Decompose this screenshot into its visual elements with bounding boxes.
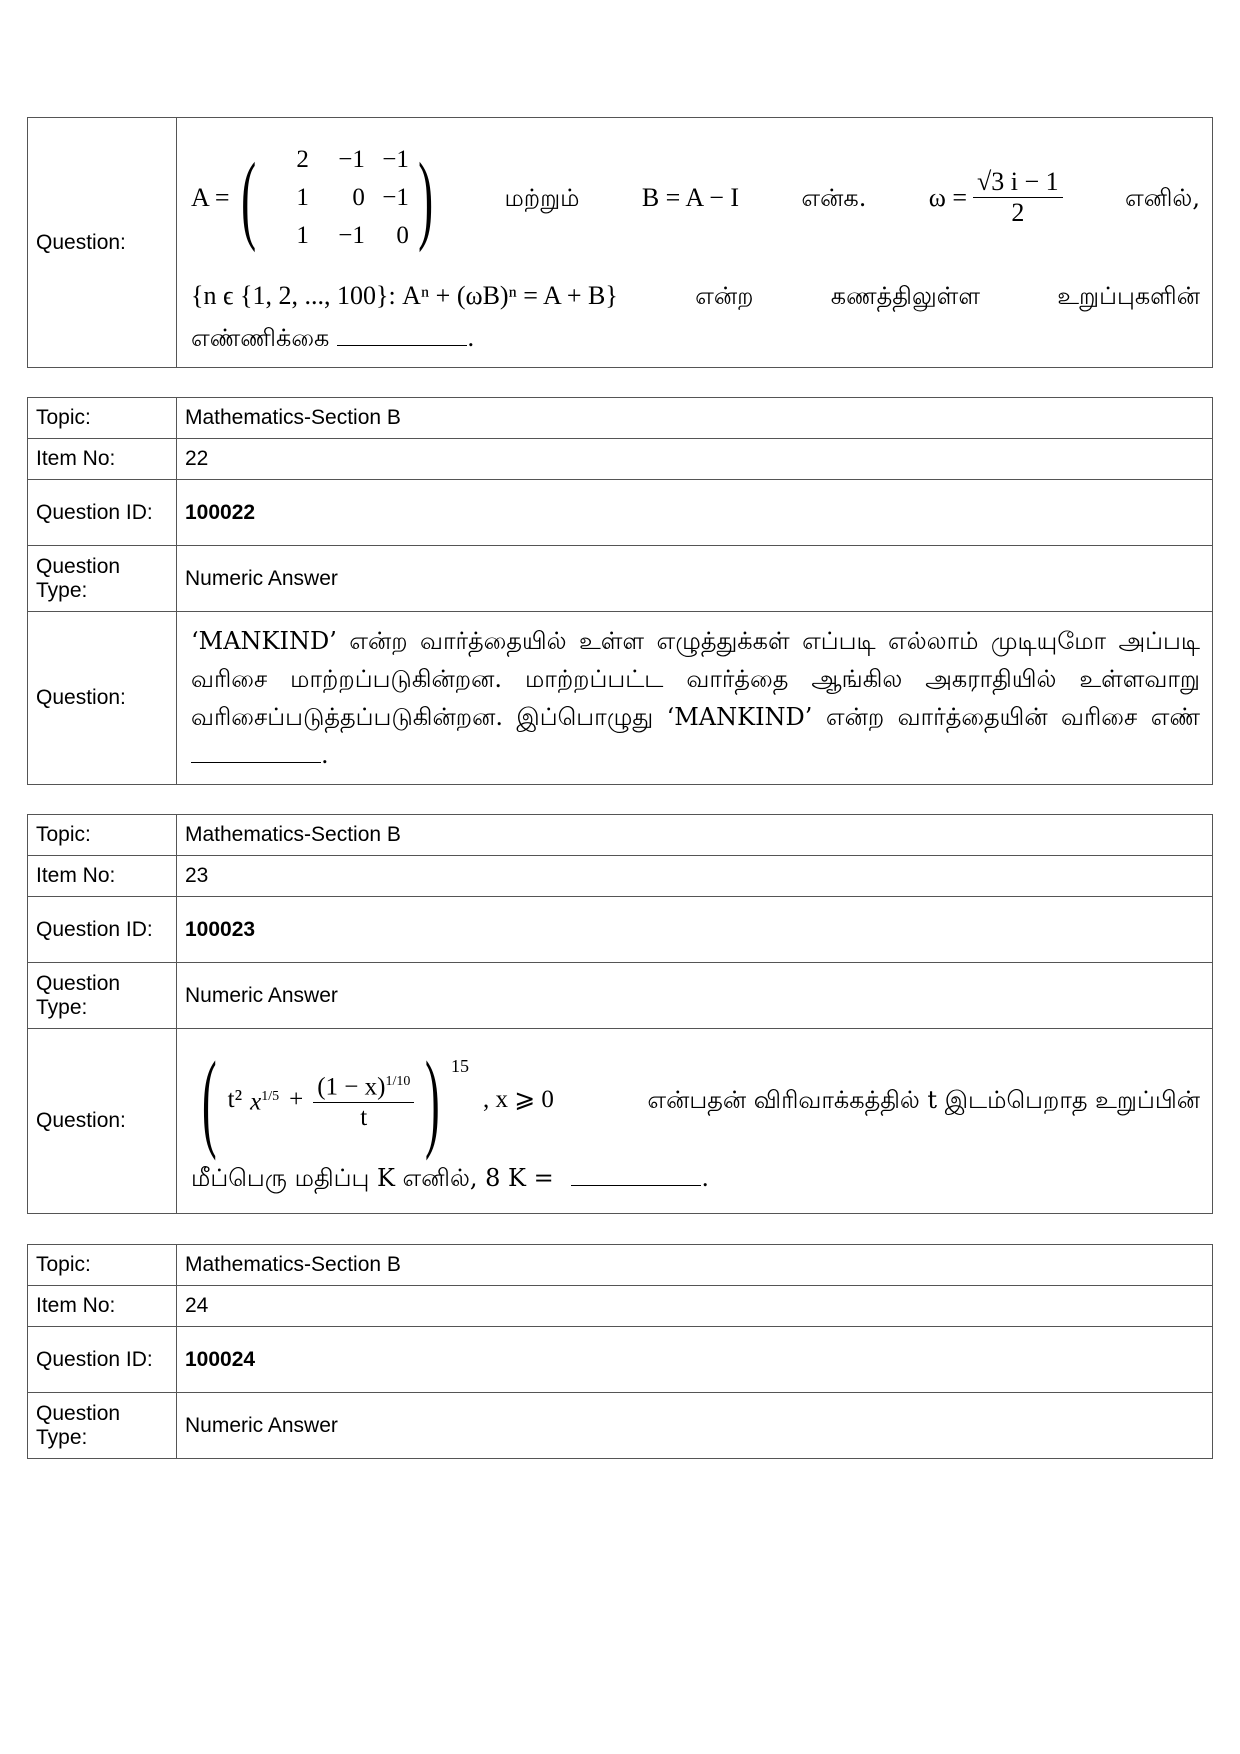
value-line: [191, 1159, 1200, 1197]
matrix-cell: −1: [382, 145, 409, 173]
numerator-text: (1 − x): [317, 1073, 386, 1101]
binomial-expression: [191, 1039, 554, 1161]
omega-fraction: [973, 167, 1063, 228]
item-no-value: 23: [177, 856, 1213, 897]
x-base: x: [250, 1088, 262, 1116]
question-id-value: 100022: [177, 480, 1213, 546]
question-table-21: [27, 117, 1213, 368]
plus-sign: +: [289, 1086, 304, 1113]
full-stop: .: [701, 1164, 709, 1192]
t-squared: t²: [227, 1086, 243, 1113]
right-paren: ): [417, 141, 433, 253]
omega-denominator: 2: [1011, 198, 1025, 227]
matrix-cell: −1: [382, 183, 409, 211]
question-text: [177, 612, 1213, 785]
set-word: என்ற: [695, 281, 754, 310]
term-fraction: [313, 1067, 414, 1133]
conjunction-if: எனில்,: [1124, 183, 1200, 212]
question-id-value: 100024: [177, 1327, 1213, 1393]
question-label: Question:: [28, 1029, 177, 1214]
question-type-value: Numeric Answer: [177, 1393, 1213, 1459]
set-word: உறுப்புகளின்: [1057, 281, 1200, 310]
b-definition: B = A − I: [641, 182, 740, 212]
left-paren: (: [240, 141, 256, 253]
question-id-label: Question ID:: [28, 480, 177, 546]
matrix-cell: 1: [296, 221, 309, 249]
item-no-label: Item No:: [28, 1286, 177, 1327]
condition: , x ⩾ 0: [482, 1086, 554, 1113]
item-no-value: 24: [177, 1286, 1213, 1327]
topic-label: Topic:: [28, 815, 177, 856]
matrix-a: [191, 141, 442, 255]
question-table-24: [27, 1244, 1213, 1459]
answer-blank: [191, 740, 321, 763]
outer-exponent: 15: [450, 1056, 469, 1076]
question-id-label: Question ID:: [28, 897, 177, 963]
topic-value: Mathematics-Section B: [177, 398, 1213, 439]
omega-lhs: ω =: [928, 182, 967, 212]
expansion-text: என்பதன் விரிவாக்கத்தில் t இடம்பெறாத உறுப்பின்: [647, 1086, 1200, 1114]
conjunction-let: என்க.: [801, 183, 867, 212]
question-type-value: Numeric Answer: [177, 546, 1213, 612]
matrix-cell: −1: [338, 145, 365, 173]
question-type-label: Question Type:: [28, 1393, 177, 1459]
matrix-cell: 0: [352, 183, 365, 211]
omega-definition: [929, 167, 1063, 228]
question-label: Question:: [28, 612, 177, 785]
conjunction-and: மற்றும்: [504, 183, 580, 212]
topic-value: Mathematics-Section B: [177, 815, 1213, 856]
question-label: Question:: [28, 118, 177, 368]
x-term: [250, 1078, 279, 1121]
left-paren: (: [201, 1039, 217, 1161]
full-stop: .: [321, 741, 329, 769]
matrix-line: [191, 133, 1200, 263]
tail-line: [191, 319, 1200, 357]
question-table-22: [27, 397, 1213, 785]
question-body: ‘MANKIND’ என்ற வார்த்தையில் உள்ள எழுத்துக்கள் எப்படி எல்லாம் முடியுமோ அப்படி வரிசை மாற்றப்படுகின்றன. மாற்றப்பட்ட வார்த்தை ஆங்கில அகராதியில் உள்ளவாறு வரிசைப்படுத்தப்படுகின்றன. இப்பொழுது ‘MANKIND’ என்ற வார்த்தையின் வரிசை எண்: [191, 627, 1200, 731]
expansion-line: [191, 1039, 1200, 1161]
answer-blank: [571, 1163, 701, 1186]
question-table-23: [27, 814, 1213, 1214]
set-line: [191, 277, 1200, 315]
right-paren: ): [425, 1039, 440, 1161]
question-id-label: Question ID:: [28, 1327, 177, 1393]
item-no-value: 22: [177, 439, 1213, 480]
question-type-label: Question Type:: [28, 546, 177, 612]
x-exponent: 1/5: [261, 1089, 280, 1105]
matrix-label: A =: [191, 182, 230, 212]
numerator-exponent: 1/10: [385, 1073, 411, 1089]
matrix-cell: 2: [296, 145, 309, 173]
fraction-numerator: [313, 1067, 414, 1103]
question-text: [177, 118, 1213, 368]
matrix-cell: 0: [396, 221, 409, 249]
omega-numerator: √3 i − 1: [973, 167, 1063, 198]
matrix-cell: 1: [296, 183, 309, 211]
topic-value: Mathematics-Section B: [177, 1245, 1213, 1286]
question-text: [177, 1029, 1213, 1214]
question-id-value: 100023: [177, 897, 1213, 963]
matrix-grid: [265, 141, 409, 255]
tail-text: எண்ணிக்கை: [191, 323, 330, 352]
fraction-denominator: t: [360, 1104, 368, 1132]
item-no-label: Item No:: [28, 856, 177, 897]
topic-label: Topic:: [28, 398, 177, 439]
value-text: மீப்பெரு மதிப்பு K எனில், 8 K =: [191, 1164, 554, 1192]
matrix-cell: −1: [338, 221, 365, 249]
set-word: கணத்திலுள்ள: [830, 281, 980, 310]
question-type-label: Question Type:: [28, 963, 177, 1029]
item-no-label: Item No:: [28, 439, 177, 480]
topic-label: Topic:: [28, 1245, 177, 1286]
question-type-value: Numeric Answer: [177, 963, 1213, 1029]
answer-blank: [337, 323, 467, 346]
full-stop: .: [467, 323, 475, 352]
set-expression: {n ϵ {1, 2, ..., 100}: Aⁿ + (ωB)ⁿ = A + B}: [191, 280, 618, 310]
